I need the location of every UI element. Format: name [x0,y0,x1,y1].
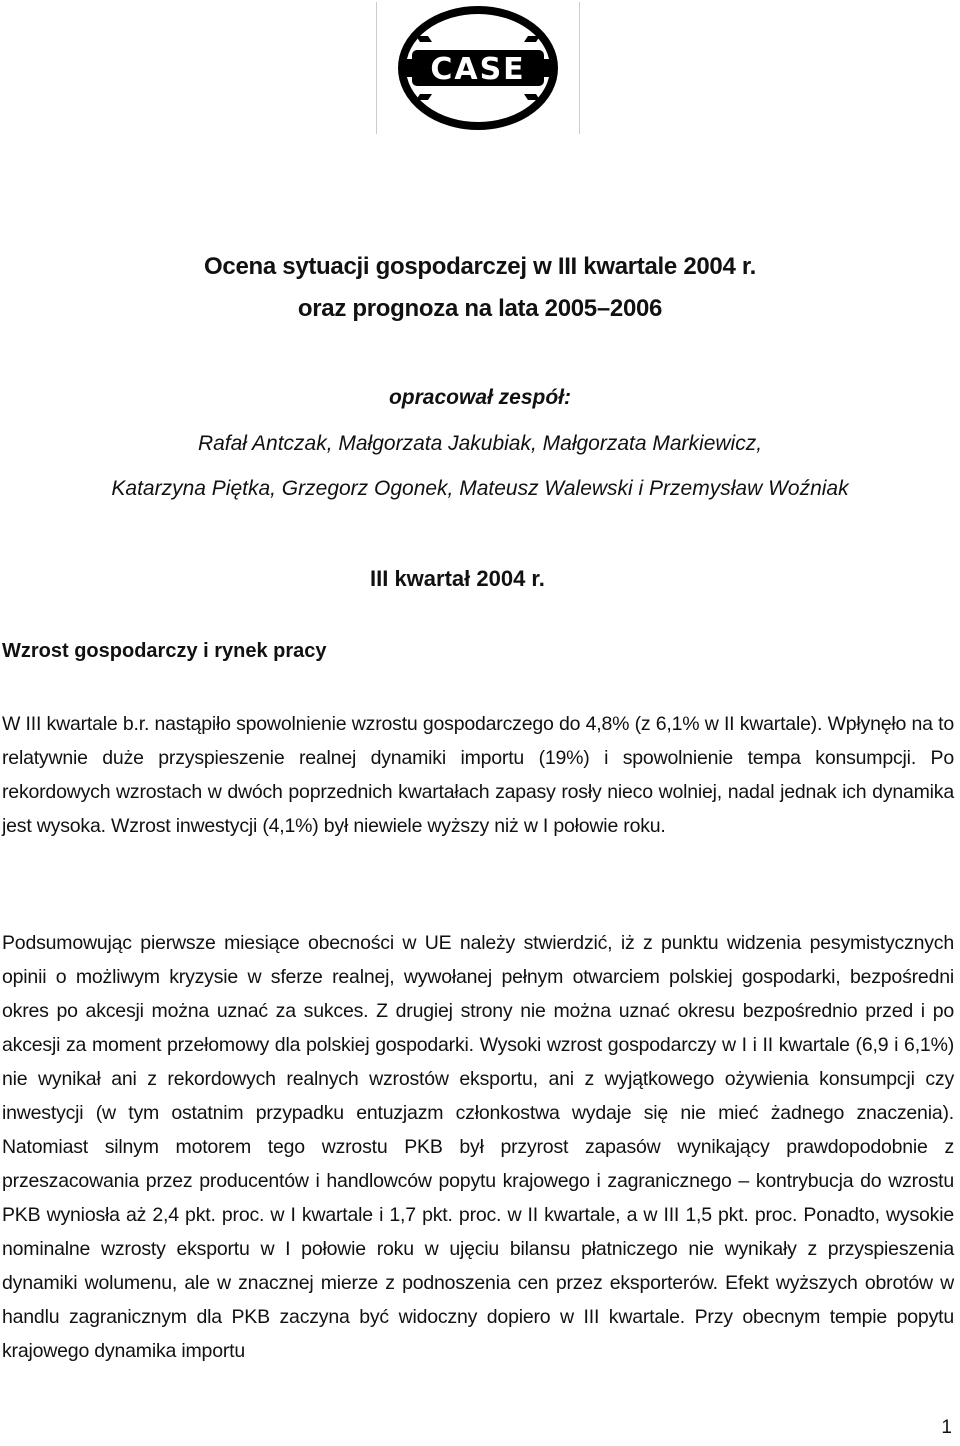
section-heading: Wzrost gospodarczy i rynek pracy [2,640,327,662]
document-title-line-1: Ocena sytuacji gospodarczej w III kwartale 2004 r. [204,253,756,280]
authors-line-1: Rafał Antczak, Małgorzata Jakubiak, Małgorzata Markiewicz, [197,432,763,455]
document-title-line-2: oraz prognoza na lata 2005–2006 [297,295,663,322]
logo [376,2,580,134]
quarter-heading: III kwartał 2004 r. [370,566,545,591]
team-caption: opracował zespół: [388,386,572,409]
page-number: 1 [941,1417,952,1438]
paragraph-1: W III kwartale b.r. nastąpiło spowolnienie wzrostu gospodarczego do 4,8% (z 6,1% w II kwartale). Wpłynęło na to relatywnie duże przyspieszenie realnej dynamiki importu (19%) i spowolnienie tempa konsumpcji. Po rekordowych wzrostach w dwóch poprzednich kwartałach zapasy rosły nieco wolniej, nadal jednak ich dynamika jest wysoka. Wzrost inwestycji (4,1%) był niewiele wyższy niż w I połowie roku. [2,713,954,837]
logo-text: CASE [430,51,526,87]
paragraph-2: Podsumowując pierwsze miesiące obecności w UE należy stwierdzić, iż z punktu widzenia pesymistycznych opinii o możliwym kryzysie w sferze realnej, wywołanej pełnym otwarciem polskiej gospodarki, bezpośredni okres po akcesji można uznać za sukces. Z drugiej strony nie można uznać okresu bezpośrednio przed i po akcesji za moment przełomowy dla polskiej gospodarki. Wysoki wzrost gospodarczy w I i II kwartale (6,9 i 6,1%) nie wynikał ani z rekordowych realnych wzrostów eksportu, ani z wyjątkowego ożywienia konsumpcji czy inwestycji (w tym ostatnim przypadku entuzjazm członkostwa wydaje się nie mieć żadnego znaczenia). Natomiast silnym motorem tego wzrostu PKB był przyrost zapasów wynikający prawdopodobnie z przeszacowania przez producentów i handlowców popytu krajowego i zagranicznego – kontrybucja do wzrostu PKB wyniosła aż 2,4 pkt. proc. w I kwartale i 1,7 pkt. proc. w II kwartale, a w III 1,5 pkt. proc. Ponadto, wysokie nominalne wzrosty eksportu w I połowie roku w ujęciu bilansu płatniczego nie wynikały z przyspieszenia dynamiki wolumenu, ale w znacznej mierze z podnoszenia cen przez eksporterów. Efekt wyższych obrotów w handlu zagranicznym dla PKB zaczyna być widoczny dopiero w III kwartale. Przy obecnym tempie popytu krajowego dynamika importu [2,932,954,1362]
case-logo-icon [398,6,558,131]
authors-line-2: Katarzyna Piętka, Grzegorz Ogonek, Mateusz Walewski i Przemysław Woźniak [111,477,849,500]
